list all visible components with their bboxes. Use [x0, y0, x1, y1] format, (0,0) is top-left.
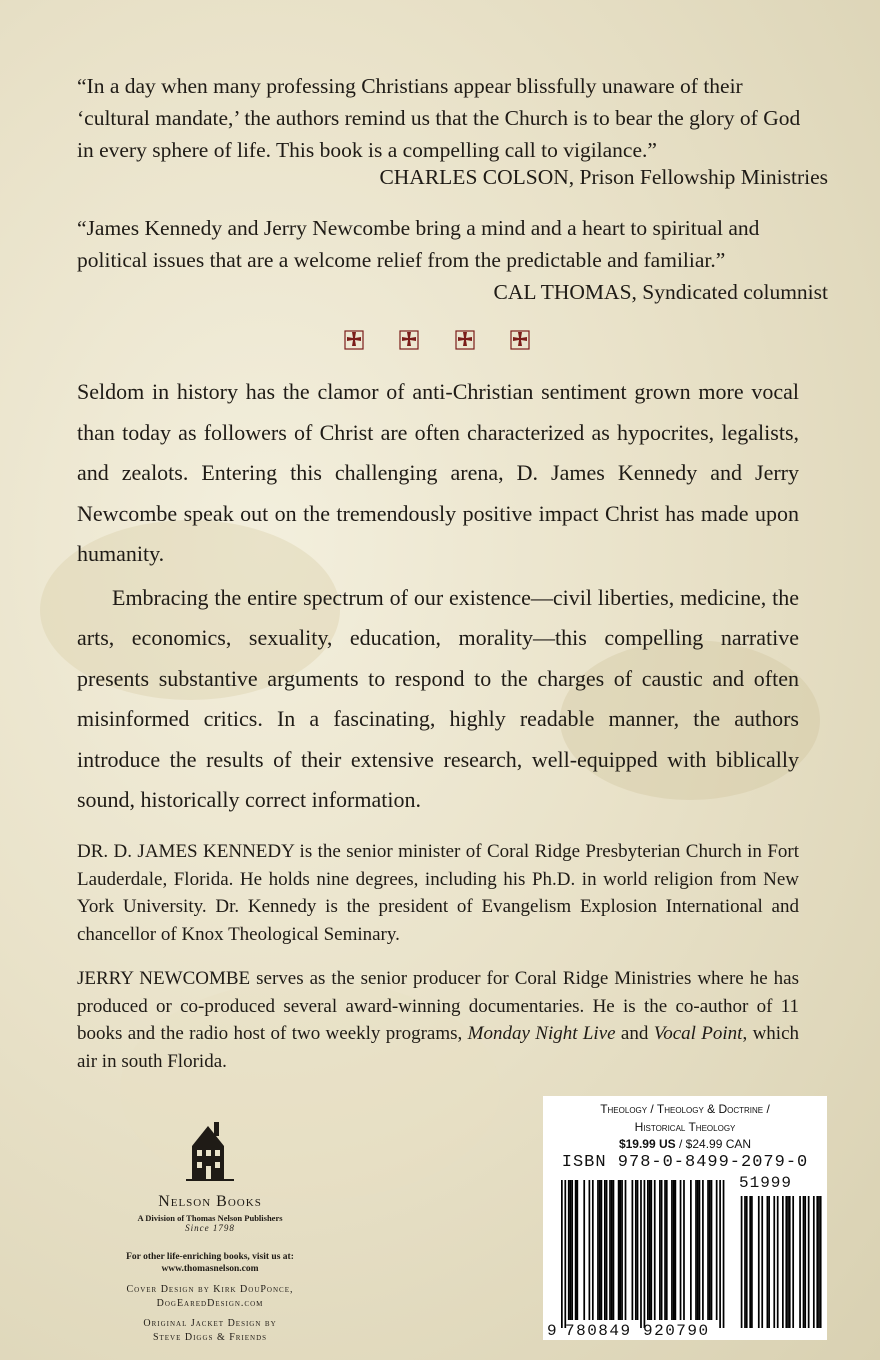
barcode-bar [571, 1180, 573, 1320]
barcode-bar [650, 1180, 652, 1320]
barcode-bar [592, 1180, 594, 1320]
addon-bars [741, 1196, 822, 1328]
barcode-bar [671, 1180, 673, 1320]
barcode-bar [619, 1180, 621, 1320]
barcode-bar [589, 1180, 591, 1320]
addon-bar [789, 1196, 791, 1328]
barcode-bar [564, 1180, 566, 1328]
program-title: Monday Night Live [467, 1023, 616, 1044]
addon-bar [768, 1196, 770, 1328]
credit-line: Cover Design by Kirk DouPonce, [126, 1284, 294, 1295]
quote-colson: “In a day when many professing Christians appear blissfully unaware of their ‘cultural mandate,’ the authors remind us that the Church is to bear the glory of God in every sphere of life. This book is a compelling call to vigilance.” [77, 74, 801, 162]
barcode-bar [597, 1180, 599, 1320]
barcode-bar [601, 1180, 603, 1320]
description-paragraph: Seldom in history has the clamor of anti-Christian sentiment grown more vocal than today as followers of Christ are often characterized as hypocrites, legalists, and zealots. Entering this challenging arena, D. James Kennedy and Jerry Newcombe speak out on the tremendously positive impact Christ has made upon humanity. [77, 379, 799, 566]
barcode-bar [583, 1180, 585, 1320]
addon-bar [777, 1196, 779, 1328]
addon-bar [746, 1196, 748, 1328]
ean-barcode [543, 1174, 827, 1340]
addon-bar [767, 1196, 769, 1328]
barcode-block [543, 1096, 827, 1340]
ean-left-digits: 780849 [565, 1322, 632, 1340]
barcode-bar [664, 1180, 666, 1320]
barcode-bar [644, 1180, 646, 1328]
attribution-colson [379, 165, 828, 190]
publisher-block [110, 1120, 310, 1275]
barcode-bar [697, 1180, 699, 1320]
addon-bar [799, 1196, 801, 1328]
barcode-bar [675, 1180, 677, 1320]
attribution-thomas [494, 280, 828, 305]
book-description [77, 372, 799, 821]
category-line: Historical Theology [634, 1120, 736, 1134]
addon-bar [785, 1196, 787, 1328]
barcode-bar [707, 1180, 709, 1320]
addon-bar [813, 1196, 815, 1328]
publisher-url: www.thomasnelson.com [161, 1264, 259, 1274]
program-title: Vocal Point [653, 1023, 743, 1044]
attribution-affiliation: , Prison Fellowship Ministries [568, 165, 828, 189]
addon-bar [820, 1196, 822, 1328]
addon-bar [749, 1196, 751, 1328]
barcode-bar [654, 1180, 656, 1320]
price-line [543, 1136, 827, 1152]
barcode-bar [637, 1180, 639, 1320]
nelson-house-logo [186, 1120, 234, 1182]
bio-text: and [615, 1023, 654, 1044]
credit-line: Steve Diggs & Friends [152, 1332, 268, 1343]
barcode-bar [723, 1180, 725, 1328]
barcode-bar [599, 1180, 601, 1320]
addon-bar [758, 1196, 760, 1328]
barcode-bar [604, 1180, 606, 1320]
barcode-bar [606, 1180, 608, 1320]
barcode-bar [611, 1180, 613, 1320]
barcode-bar [699, 1180, 701, 1320]
barcode-bar [709, 1180, 711, 1320]
barcode-bar [659, 1180, 661, 1320]
barcode-bar [711, 1180, 713, 1320]
ean-right-digits: 920790 [643, 1322, 710, 1340]
author-bio-kennedy: DR. D. JAMES KENNEDY is the senior minister of Coral Ridge Presbyterian Church in Fort Lauderdale, Florida. He holds nine degrees, including his Ph.D. in world religion from New York University. Dr. Kennedy is the president of Evangelism Explosion International and chancellor of Knox Theological Seminary. [77, 841, 799, 945]
addon-bar [803, 1196, 805, 1328]
addon-bar [816, 1196, 818, 1328]
addon-bar [808, 1196, 810, 1328]
ean-bars [561, 1180, 724, 1328]
barcode-bar [613, 1180, 615, 1320]
publisher-division: A Division of Thomas Nelson Publishers [137, 1213, 283, 1223]
barcode-bar [609, 1180, 611, 1320]
description-paragraph: Embracing the entire spectrum of our existence—civil liberties, medicine, the arts, economics, sexuality, education, morality—this compelling narrative presents substantive arguments to respond to the charges of caustic and often misinformed critics. In a fascinating, highly readable manner, the authors introduce the results of their extensive research, well-equipped with biblically sound, historically correct information. [77, 584, 799, 812]
barcode-bar [621, 1180, 623, 1320]
addon-bar [782, 1196, 784, 1328]
barcode-bar [719, 1180, 721, 1328]
addon-bar [744, 1196, 746, 1328]
design-credits [110, 1283, 310, 1345]
barcode-bar [647, 1180, 649, 1320]
credit-line: Original Jacket Design by [143, 1318, 277, 1329]
barcode-bar [683, 1180, 685, 1320]
barcode-bar [632, 1180, 634, 1320]
barcode-bar [625, 1180, 627, 1320]
barcode-bar [702, 1180, 704, 1320]
publisher-visit-text: For other life-enriching books, visit us at: [126, 1252, 294, 1262]
credit-line: DogEaredDesign.com [156, 1298, 264, 1309]
barcode-bar [635, 1180, 637, 1320]
cross-pattee-icon [455, 330, 475, 350]
price-us: $19.99 US [618, 1137, 676, 1151]
addon-bar [787, 1196, 789, 1328]
attribution-name: CAL THOMAS [493, 280, 632, 304]
barcode-bar [716, 1180, 718, 1320]
barcode-bar [561, 1180, 563, 1328]
cross-pattee-icon [344, 330, 364, 350]
addon-bar [792, 1196, 794, 1328]
attribution-affiliation: , Syndicated columnist [631, 280, 828, 304]
addon-bar [804, 1196, 806, 1328]
barcode-bar [673, 1180, 675, 1320]
barcode-bar [640, 1180, 642, 1328]
barcode-bar [576, 1180, 578, 1320]
cross-pattee-icon [510, 330, 530, 350]
ean-first-digit: 9 [547, 1322, 557, 1340]
addon-bar [741, 1196, 743, 1328]
addon-bar [761, 1196, 763, 1328]
bio-text: , which air in south Florida. [77, 1023, 800, 1072]
barcode-bar [680, 1180, 682, 1320]
barcode-bar [649, 1180, 651, 1320]
category-line: Theology / Theology & Doctrine / [600, 1102, 770, 1116]
addon-bar [818, 1196, 820, 1328]
attribution-name: CHARLES COLSON [379, 165, 569, 189]
barcode-bar [570, 1180, 572, 1320]
barcode-bar [695, 1180, 697, 1320]
addon-bar [751, 1196, 753, 1328]
cross-pattee-icon [399, 330, 419, 350]
price-separator: / [675, 1137, 686, 1151]
addon-digits: 51999 [739, 1174, 793, 1192]
barcode-bar [575, 1180, 577, 1320]
publisher-since: Since 1798 [185, 1223, 235, 1233]
barcode-bar [666, 1180, 668, 1320]
quote-thomas: “James Kennedy and Jerry Newcombe bring a mind and a heart to spiritual and political issues that are a welcome relief from the predictable and familiar.” [77, 216, 760, 272]
isbn-label: ISBN 978-0-8499-2079-0 [561, 1153, 809, 1172]
cross-ornament-row [344, 330, 530, 350]
bio-text: JERRY NEWCOMBE serves as the senior producer for Coral Ridge Ministries where he has produced or co-produced several award-winning documentaries. He is the co-author of 11 books and the radio host of two weekly programs, [77, 968, 799, 1044]
barcode-bar [618, 1180, 620, 1320]
barcode-bar [568, 1180, 570, 1320]
barcode-bar [690, 1180, 692, 1320]
author-bio-newcombe [77, 965, 799, 1075]
barcode-bar [661, 1180, 663, 1320]
addon-bar [773, 1196, 775, 1328]
price-can: $24.99 CAN [685, 1137, 752, 1151]
publisher-name: Nelson Books [158, 1193, 262, 1210]
